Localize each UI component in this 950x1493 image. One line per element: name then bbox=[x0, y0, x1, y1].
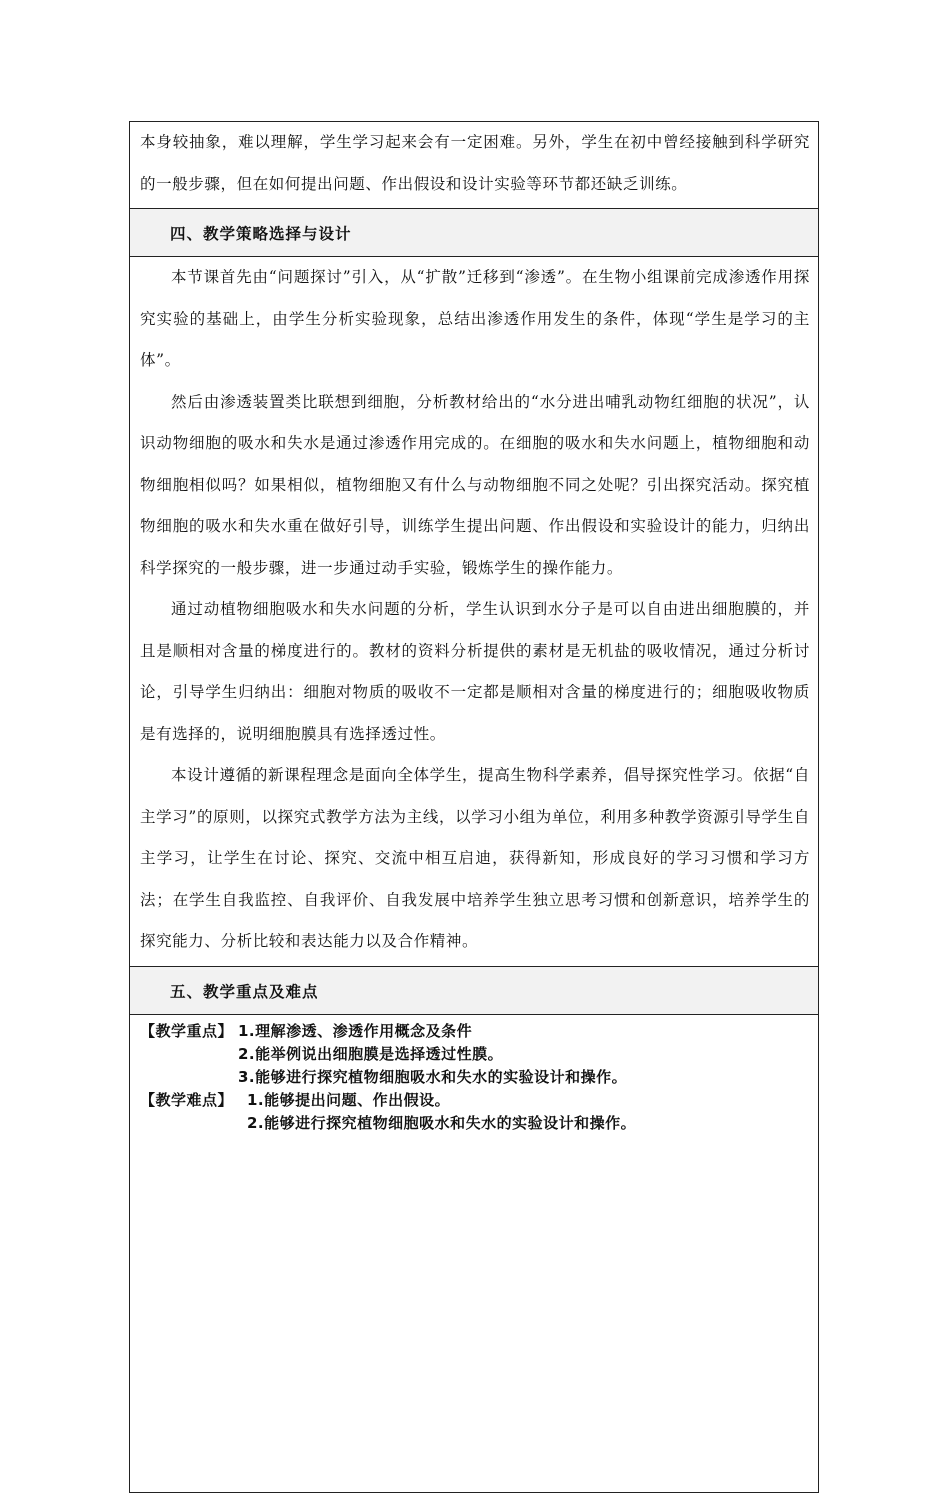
key-point-2: 2.能举例说出细胞膜是选择透过性膜。 bbox=[238, 1045, 504, 1063]
section5-body bbox=[130, 1014, 818, 1492]
key-point-3: 3.能够进行探究植物细胞吸水和失水的实验设计和操作。 bbox=[238, 1068, 628, 1086]
key-points-label: 【教学重点】 bbox=[140, 1022, 234, 1040]
key-point-1: 1.理解渗透、渗透作用概念及条件 bbox=[238, 1022, 473, 1040]
section3-continued-cell bbox=[130, 122, 818, 208]
difficult-points-label: 【教学难点】 bbox=[140, 1091, 234, 1109]
section4-paragraph-4: 本设计遵循的新课程理念是面向全体学生，提高生物科学素养，倡导探究性学习。依据“自主学习”的原则，以探究式教学方法为主线，以学习小组为单位，利用多种教学资源引导学生自主学习，让学生在讨论、探究、交流中相互启迪，获得新知，形成良好的学习习惯和学习方法；在学生自我监控、自我评价、自我发展中培养学生独立思考习惯和创新意识，培养学生的探究能力、分析比较和表达能力以及合作精神。 bbox=[140, 766, 810, 950]
difficult-point-2: 2.能够进行探究植物细胞吸水和失水的实验设计和操作。 bbox=[247, 1114, 637, 1132]
section4-body bbox=[130, 256, 818, 966]
lesson-plan-table bbox=[129, 121, 819, 1493]
section4-paragraph-3: 通过动植物细胞吸水和失水问题的分析，学生认识到水分子是可以自由进出细胞膜的，并且是顺相对含量的梯度进行的。教材的资料分析提供的素材是无机盐的吸收情况，通过分析讨论，引导学生归纳出：细胞对物质的吸收不一定都是顺相对含量的梯度进行的；细胞吸收物质是有选择的，说明细胞膜具有选择透过性。 bbox=[140, 600, 810, 743]
section4-heading-text: 四、教学策略选择与设计 bbox=[170, 224, 352, 243]
difficult-point-1: 1.能够提出问题、作出假设。 bbox=[247, 1091, 451, 1109]
section4-paragraph-1: 本节课首先由“问题探讨”引入，从“扩散”迁移到“渗透”。在生物小组课前完成渗透作用探究实验的基础上，由学生分析实验现象，总结出渗透作用发生的条件，体现“学生是学习的主体”。 bbox=[140, 268, 810, 369]
section5-heading bbox=[130, 966, 818, 1014]
section4-paragraph-2: 然后由渗透装置类比联想到细胞，分析教材给出的“水分进出哺乳动物红细胞的状况”，认识动物细胞的吸水和失水是通过渗透作用完成的。在细胞的吸水和失水问题上，植物细胞和动物细胞相似吗？如果相似，植物细胞又有什么与动物细胞不同之处呢？引出探究活动。探究植物细胞的吸水和失水重在做好引导，训练学生提出问题、作出假设和实验设计的能力，归纳出科学探究的一般步骤，进一步通过动手实验，锻炼学生的操作能力。 bbox=[140, 392, 810, 577]
section5-heading-text: 五、教学重点及难点 bbox=[170, 982, 319, 1001]
section3-paragraph: 本身较抽象，难以理解，学生学习起来会有一定困难。另外，学生在初中曾经接触到科学研究的一般步骤，但在如何提出问题、作出假设和设计实验等环节都还缺乏训练。 bbox=[140, 133, 810, 193]
key-difficult-points bbox=[130, 1015, 818, 1155]
section4-heading bbox=[130, 208, 818, 256]
